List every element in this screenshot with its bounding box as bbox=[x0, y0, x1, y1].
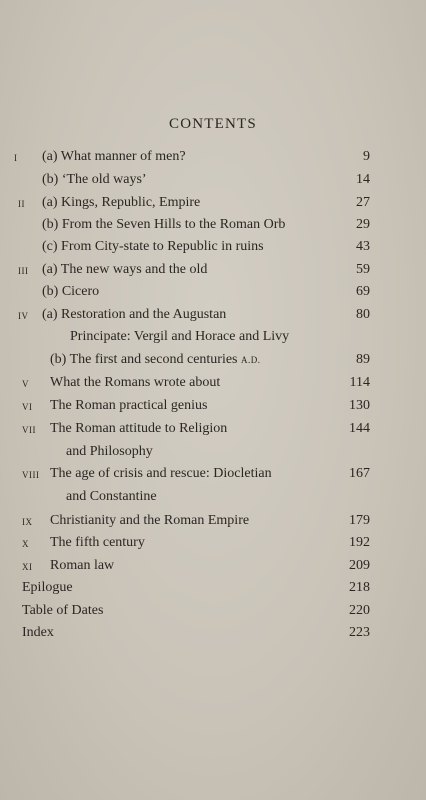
toc-row bbox=[0, 304, 426, 326]
entry-title: The Roman attitude to Religion bbox=[50, 421, 228, 436]
chapter-number: III bbox=[18, 266, 29, 276]
entry-title: Christianity and the Roman Empire bbox=[50, 513, 250, 528]
page-number: 192 bbox=[349, 535, 370, 550]
chapter-number: II bbox=[18, 199, 25, 209]
entry-title: (b) Cicero bbox=[42, 284, 100, 299]
entry-title: The Roman practical genius bbox=[50, 398, 208, 413]
toc-row bbox=[0, 214, 426, 236]
entry-title bbox=[50, 349, 261, 371]
chapter-number: VI bbox=[22, 402, 33, 412]
entry-title-continued: and Constantine bbox=[66, 489, 157, 504]
toc-row bbox=[0, 326, 426, 348]
toc-row bbox=[0, 486, 426, 508]
toc-row bbox=[0, 192, 426, 214]
page-number: 29 bbox=[356, 217, 370, 232]
page-number: 218 bbox=[349, 580, 370, 595]
entry-title: (a) Restoration and the Augustan bbox=[42, 307, 227, 322]
toc-row bbox=[0, 146, 426, 168]
toc-row bbox=[0, 441, 426, 463]
entry-title: (a) What manner of men? bbox=[42, 149, 186, 164]
toc-row bbox=[0, 622, 426, 644]
entry-title: (b) From the Seven Hills to the Roman Orb bbox=[42, 217, 286, 232]
page-number: 80 bbox=[356, 307, 370, 322]
page-number: 167 bbox=[349, 466, 370, 481]
page-number: 130 bbox=[349, 398, 370, 413]
entry-title: Index bbox=[22, 625, 54, 640]
entry-title: Roman law bbox=[50, 558, 115, 573]
entry-title: (c) From City-state to Republic in ruins bbox=[42, 239, 264, 254]
page-number: 223 bbox=[349, 625, 370, 640]
toc-row bbox=[0, 510, 426, 532]
page-number: 89 bbox=[356, 352, 370, 367]
entry-title: Epilogue bbox=[22, 580, 73, 595]
toc-row bbox=[0, 532, 426, 554]
page-number: 69 bbox=[356, 284, 370, 299]
entry-title: (a) Kings, Republic, Empire bbox=[42, 195, 201, 210]
entry-title-main: (b) The first and second centuries bbox=[50, 352, 238, 367]
toc-row bbox=[0, 236, 426, 258]
entry-title: (b) ‘The old ways’ bbox=[42, 172, 147, 187]
chapter-number: VII bbox=[22, 425, 36, 435]
toc-row bbox=[0, 169, 426, 191]
page-number: 114 bbox=[349, 375, 370, 390]
toc-row bbox=[0, 349, 426, 371]
entry-title-continued: Principate: Vergil and Horace and Livy bbox=[70, 329, 290, 344]
toc-row bbox=[0, 418, 426, 440]
entry-title: The fifth century bbox=[50, 535, 145, 550]
page-number: 14 bbox=[356, 172, 370, 187]
page-number: 27 bbox=[356, 195, 370, 210]
chapter-number: VIII bbox=[22, 470, 40, 480]
page-number: 144 bbox=[349, 421, 370, 436]
contents-heading: CONTENTS bbox=[169, 116, 257, 132]
toc-row bbox=[0, 259, 426, 281]
entry-title: Table of Dates bbox=[22, 603, 104, 618]
toc-row bbox=[0, 600, 426, 622]
entry-title: What the Romans wrote about bbox=[50, 375, 221, 390]
entry-title-continued: and Philosophy bbox=[66, 444, 153, 459]
page-number: 220 bbox=[349, 603, 370, 618]
entry-title: (a) The new ways and the old bbox=[42, 262, 208, 277]
entry-title: The age of crisis and rescue: Diocletian bbox=[50, 466, 272, 481]
page-number: 209 bbox=[349, 558, 370, 573]
entry-title-era: A.D. bbox=[241, 355, 261, 365]
page-number: 179 bbox=[349, 513, 370, 528]
chapter-number: IX bbox=[22, 517, 33, 527]
chapter-number: IV bbox=[18, 311, 29, 321]
toc-row bbox=[0, 463, 426, 485]
toc-row bbox=[0, 281, 426, 303]
page-number: 59 bbox=[356, 262, 370, 277]
chapter-number: X bbox=[22, 539, 29, 549]
page-number: 9 bbox=[363, 149, 370, 164]
toc-row bbox=[0, 395, 426, 417]
toc-row bbox=[0, 372, 426, 394]
chapter-number: XI bbox=[22, 562, 33, 572]
chapter-number: I bbox=[14, 153, 18, 163]
toc-row bbox=[0, 577, 426, 599]
page-number: 43 bbox=[356, 239, 370, 254]
chapter-number: V bbox=[22, 379, 29, 389]
toc-row bbox=[0, 555, 426, 577]
